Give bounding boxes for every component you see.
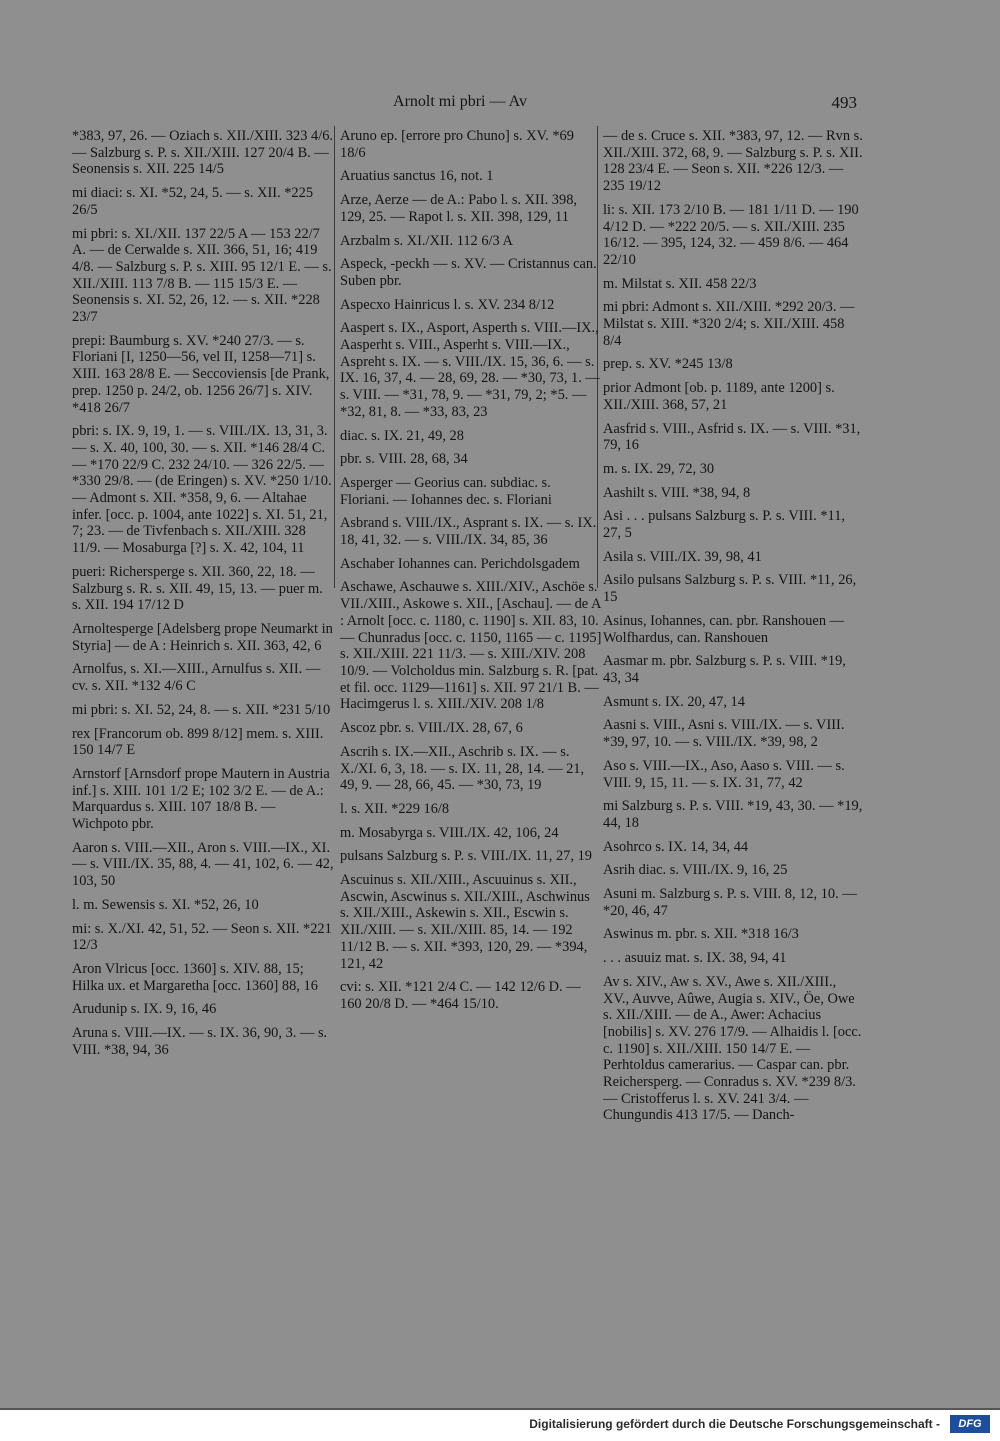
index-entry: — de s. Cruce s. XII. *383, 97, 12. — Rvn s. XII./XIII. 372, 68, 9. — Salzburg s. P. s. XII. 128 23/4 E. — Seon s. XII. *226 12/3. — 235 19/12 bbox=[603, 128, 863, 195]
index-entry: Aasni s. VIII., Asni s. VIII./IX. — s. VIII. *39, 97, 10. — s. VIII./IX. *39, 98, 2 bbox=[603, 717, 845, 751]
index-entry: Arnolfus, s. XI.—XIII., Arnulfus s. XII. — cv. s. XII. *132 4/6 C bbox=[72, 661, 321, 695]
index-entry: Aschaber Iohannes can. Perichdolsgadem bbox=[340, 555, 580, 572]
index-entry: li: s. XII. 173 2/10 B. — 181 1/11 D. — 190 4/12 D. — *222 20/5. — s. XII./XIII. 235 16/12. — 395, 124, 32. — 459 8/6. — 464 22/10 bbox=[603, 201, 859, 268]
index-entry: Ascoz pbr. s. VIII./IX. 28, 67, 6 bbox=[340, 720, 523, 737]
index-entry: Asbrand s. VIII./IX., Asprant s. IX. — s. IX. 18, 41, 32. — s. VIII./IX. 34, 85, 36 bbox=[340, 515, 597, 549]
index-entry: mi pbri: Admont s. XII./XIII. *292 20/3. — Milstat s. XIII. *320 2/4; s. XII./XIII. 458 8/4 bbox=[603, 299, 855, 349]
index-entry: Aso s. VIII.—IX., Aso, Aaso s. VIII. — s. VIII. 9, 15, 11. — s. IX. 31, 77, 42 bbox=[603, 757, 845, 791]
index-entry: pulsans Salzburg s. P. s. VIII./IX. 11, 27, 19 bbox=[340, 848, 592, 865]
index-entry: Asila s. VIII./IX. 39, 98, 41 bbox=[603, 548, 762, 565]
index-entry: Aruno ep. [errore pro Chuno] s. XV. *69 18/6 bbox=[340, 128, 574, 161]
running-title: Arnolt mi pbri — Av bbox=[393, 93, 527, 110]
index-entry: Ascuinus s. XII./XIII., Ascuuinus s. XII., Ascwin, Ascwinus s. XII./XIII., Aschwinus s. XII./XIII., Askewin s. XII., Escwin s. XII./XIII. — s. XII./XIII. 85, 14. — 192 11/12 B. — s. XII. *393, 120, 29. — *394, 121, 42 bbox=[340, 872, 590, 972]
dfg-logo: DFG bbox=[950, 1415, 990, 1433]
index-entry: m. Milstat s. XII. 458 22/3 bbox=[603, 275, 757, 292]
index-entry: rex [Francorum ob. 899 8/12] mem. s. XIII. 150 14/7 E bbox=[72, 725, 324, 759]
index-entry: . . . asuuiz mat. s. IX. 38, 94, 41 bbox=[603, 950, 787, 967]
index-entry: Aruatius sanctus 16, not. 1 bbox=[340, 168, 494, 185]
index-entry: Aasmar m. pbr. Salzburg s. P. s. VIII. *19, 43, 34 bbox=[603, 653, 846, 686]
index-entry: mi Salzburg s. P. s. VIII. *19, 43, 30. — *19, 44, 18 bbox=[603, 798, 863, 831]
index-entry: *383, 97, 26. — Oziach s. XII./XIII. 323 4/6. — Salzburg s. P. s. XII./XIII. 127 20/4 B. — Seonensis s. XII. 225 14/5 bbox=[72, 128, 333, 178]
index-entry: m. Mosabyrga s. VIII./IX. 42, 106, 24 bbox=[340, 824, 559, 841]
index-column-right bbox=[603, 128, 865, 1131]
index-entry: Aasfrid s. VIII., Asfrid s. IX. — s. VIII. *31, 79, 16 bbox=[603, 420, 861, 454]
index-entry: mi pbri: s. XI. 52, 24, 8. — s. XII. *231 5/10 bbox=[72, 701, 331, 718]
index-entry: Av s. XIV., Aw s. XV., Awe s. XII./XIII., XV., Auvve, Aûwe, Augia s. XIV., Öe, Owe s. XII./XIII. — de A., Awer: Achacius [nobilis] s. XV. 276 17/9. — Alhaidis l. [occ. c. 1190] s. XII./XIII. 150 14/7 E. — Perhtoldus camerarius. — Caspar can. pbr. Reichersperg. — Conradus s. XV. *239 8/3. — Cristofferus l. s. XV. 241 3/4. — Chungundis 413 17/5. — Danch- bbox=[603, 973, 862, 1124]
column-rule bbox=[334, 126, 335, 588]
index-entry: mi: s. X./XI. 42, 51, 52. — Seon s. XII. *221 12/3 bbox=[72, 920, 332, 954]
index-entry: cvi: s. XII. *121 2/4 C. — 142 12/6 D. — 160 20/8 D. — *464 15/10. bbox=[340, 979, 581, 1012]
index-column-middle bbox=[340, 128, 602, 1020]
index-column-left bbox=[72, 128, 334, 1065]
index-entry: Ascrih s. IX.—XII., Aschrib s. IX. — s. X./XI. 6, 3, 18. — s. IX. 11, 28, 14. — 21, 49, 9. — 28, 66, 45. — *30, 73, 19 bbox=[340, 743, 585, 794]
index-entry: Arze, Aerze — de A.: Pabo l. s. XII. 398, 129, 25. — Rapot l. s. XII. 398, 129, 11 bbox=[340, 192, 577, 225]
index-entry: mi pbri: s. XI./XII. 137 22/5 A — 153 22/7 A. — de Cerwalde s. XII. 366, 51, 16; 419 4/8. — Salzburg s. P. s. XIII. 95 12/1 E. — s. XII./XIII. 113 7/8 B. — 115 15/3 E. — Seonensis s. XI. 52, 26, 12. — s. XII. *228 23/7 bbox=[72, 225, 332, 326]
index-entry: Asmunt s. IX. 20, 47, 14 bbox=[603, 693, 745, 710]
index-entry: prior Admont [ob. p. 1189, ante 1200] s. XII./XIII. 368, 57, 21 bbox=[603, 380, 835, 413]
index-entry: Aswinus m. pbr. s. XII. *318 16/3 bbox=[603, 926, 799, 943]
index-entry: pueri: Richersperge s. XII. 360, 22, 18. — Salzburg s. R. s. XII. 49, 15, 13. — puer m. s. XII. 194 17/12 D bbox=[72, 563, 323, 614]
index-entry: Asohrco s. IX. 14, 34, 44 bbox=[603, 838, 749, 855]
index-entry: Arnstorf [Arnsdorf prope Mautern in Austria inf.] s. XIII. 101 1/2 E; 102 3/2 E. — de A.: Marquardus s. XIII. 107 18/8 B. — Wichpoto pbr. bbox=[72, 765, 330, 833]
index-entry: Aron Vlricus [occ. 1360] s. XIV. 88, 15; Hilka ux. et Margaretha [occ. 1360] 88, 16 bbox=[72, 960, 318, 994]
index-entry: mi diaci: s. XI. *52, 24, 5. — s. XII. *225 26/5 bbox=[72, 185, 314, 218]
index-entry: Arudunip s. IX. 9, 16, 46 bbox=[72, 1001, 217, 1018]
index-entry: Asilo pulsans Salzburg s. P. s. VIII. *11, 26, 15 bbox=[603, 572, 857, 606]
index-entry: l. m. Sewensis s. XI. *52, 26, 10 bbox=[72, 896, 259, 913]
footer-credit: Digitalisierung gefördert durch die Deutsche Forschungsgemeinschaft - bbox=[529, 1417, 940, 1431]
index-entry: pbr. s. VIII. 28, 68, 34 bbox=[340, 451, 468, 468]
index-entry: Aspeck, -peckh — s. XV. — Cristannus can. Suben pbr. bbox=[340, 256, 597, 289]
index-entry: Aaspert s. IX., Asport, Asperth s. VIII.—IX., Aasperht s. VIII., Asperht s. VIII.—IX., Aspreht s. IX. — s. VIII./IX. 15, 36, 6. — s. IX. 16, 37, 4. — 28, 69, 28. — *30, 73, 1. — s. VIII. — *31, 78, 9. — *31, 79, 2; *5. — *32, 81, 8. — *33, 83, 23 bbox=[340, 320, 600, 420]
index-entry: Asi . . . pulsans Salzburg s. P. s. VIII. *11, 27, 5 bbox=[603, 508, 845, 542]
index-entry: Asperger — Georius can. subdiac. s. Floriani. — Iohannes dec. s. Floriani bbox=[340, 474, 552, 508]
index-entry: prep. s. XV. *245 13/8 bbox=[603, 356, 733, 373]
index-entry: Asuni m. Salzburg s. P. s. VIII. 8, 12, 10. — *20, 46, 47 bbox=[603, 886, 857, 919]
index-entry: Arnoltesperge [Adelsberg prope Neumarkt in Styria] — de A : Heinrich s. XII. 363, 42, 6 bbox=[72, 620, 333, 654]
digitization-footer bbox=[0, 1408, 1000, 1441]
page-header bbox=[0, 91, 1000, 117]
index-entry: Aspecxo Hainricus l. s. XV. 234 8/12 bbox=[340, 296, 555, 313]
index-entry: prepi: Baumburg s. XV. *240 27/3. — s. Floriani [I, 1250—56, vel II, 1258—71] s. XIII. 163 28/8 E. — Seccoviensis [de Prank, prep. 1250 p. 24/2, ob. 1256 26/7] s. XIV. *418 26/7 bbox=[72, 332, 330, 416]
index-entry: Aashilt s. VIII. *38, 94, 8 bbox=[603, 484, 751, 501]
page-number: 493 bbox=[831, 93, 857, 112]
index-entry: Asrih diac. s. VIII./IX. 9, 16, 25 bbox=[603, 862, 788, 879]
index-entry: Asinus, Iohannes, can. pbr. Ranshouen — Wolfhardus, can. Ranshouen bbox=[603, 612, 845, 646]
index-entry: Aaron s. VIII.—XII., Aron s. VIII.—IX., XI. — s. VIII./IX. 35, 88, 4. — 41, 102, 6. — 42, 103, 50 bbox=[72, 839, 334, 890]
index-entry: m. s. IX. 29, 72, 30 bbox=[603, 460, 715, 477]
index-entry: diac. s. IX. 21, 49, 28 bbox=[340, 427, 464, 444]
index-entry: Aruna s. VIII.—IX. — s. IX. 36, 90, 3. — s. VIII. *38, 94, 36 bbox=[72, 1025, 328, 1058]
index-entry: Arzbalm s. XI./XII. 112 6/3 A bbox=[340, 232, 513, 249]
index-entry: l. s. XII. *229 16/8 bbox=[340, 800, 450, 817]
index-entry: Aschawe, Aschauwe s. XIII./XIV., Aschöe s. VII./XIII., Askowe s. XII., [Aschau]. — de A : Arnolt [occ. c. 1180, c. 1190] s. XII. 83, 10. — Chunradus [occ. c. 1150, 1165 — c. 1195] s. XII./XIII. 221 11/3. — s. XIII./XIV. 208 10/9. — Volcholdus min. Salzburg s. R. [pat. et fil. occ. 1129—1161] s. XII. 97 21/1 B. — Hacimgerus l. s. XIII./XIV. 208 1/8 bbox=[340, 579, 602, 713]
index-entry: pbri: s. IX. 9, 19, 1. — s. VIII./IX. 13, 31, 3. — s. X. 40, 100, 30. — s. XII. *146 28/4 C. — *170 22/9 C. 232 24/10. — 326 22/5. — *330 29/8. — (de Eringen) s. XV. *250 1/10. — Admont s. XII. *358, 9, 6. — Altahae infer. [occ. p. 1004, ante 1022] s. XI. 51, 21, 7; 23. — de Tivfenbach s. XII./XIII. 328 11/9. — Mosaburga [?] s. X. 42, 104, 11 bbox=[72, 423, 332, 557]
